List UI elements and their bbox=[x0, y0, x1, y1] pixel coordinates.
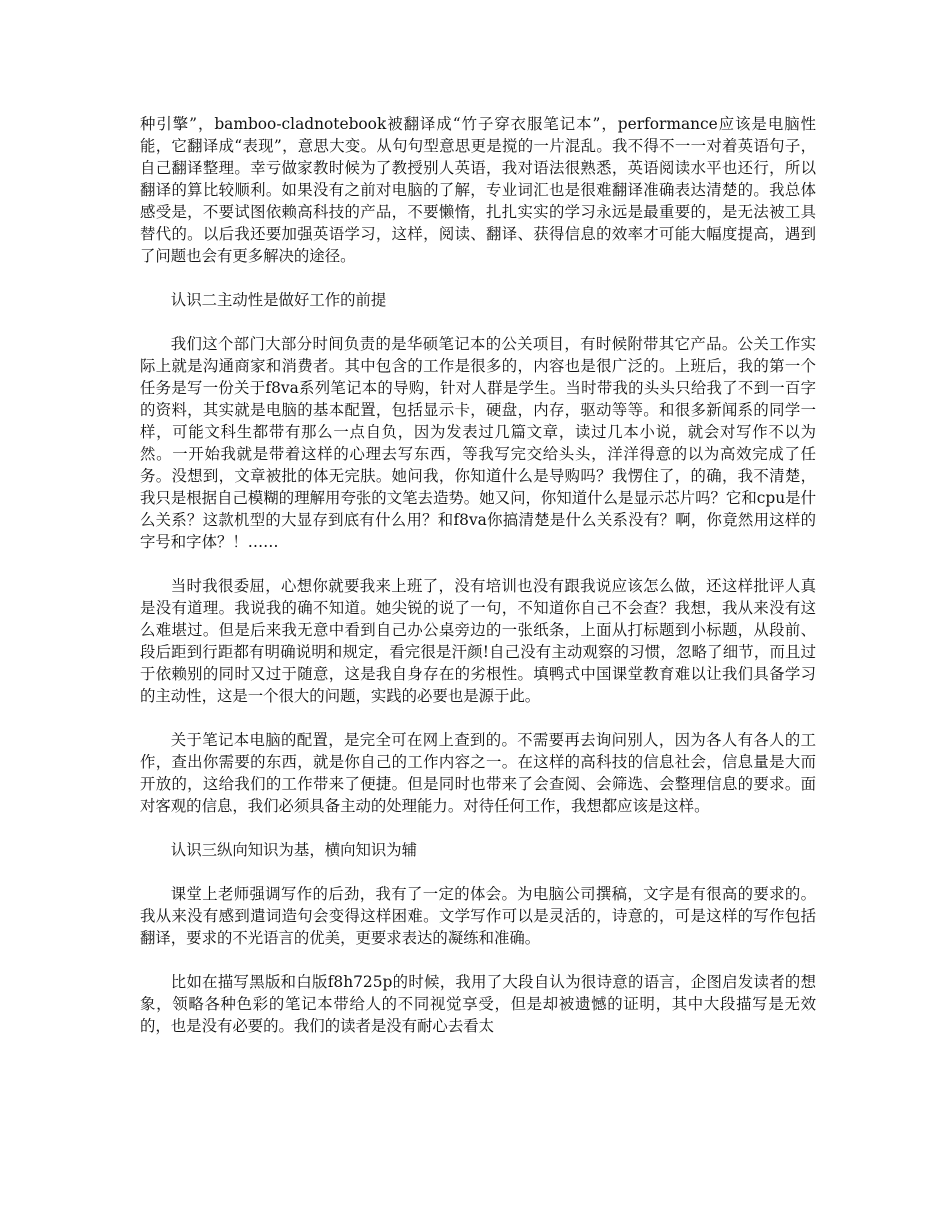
paragraph-f8h725p-example: 比如在描写黑版和白版f8h725p的时候，我用了大段自认为很诗意的语言，企图启发读者的想象，领略各种色彩的笔记本带给人的不同视觉享受，但是却被遗憾的证明，其中大段描写是无效的，也是没有必要的。我们的读者是没有耐心去看太 bbox=[140, 973, 816, 1035]
paragraph-pr-work: 我们这个部门大部分时间负责的是华硕笔记本的公关项目，有时候附带其它产品。公关工作实际上就是沟通商家和消费者。其中包含的工作是很多的，内容也是很广泛的。上班后，我的第一个任务是写一份关于f8va系列笔记本的导购，针对人群是学生。当时带我的头头只给我了不到一百字的资料，其实就是电脑的基本配置，包括显示卡，硬盘，内存，驱动等等。和很多新闻系的同学一样，可能文科生都带有那么一点自负，因为发表过几篇文章，读过几本小说，就会对写作不以为然。一开始我就是带着这样的心理去写东西，等我写完交给头头，洋洋得意的以为高效完成了任务。没想到，文章被批的体无完肤。她问我，你知道什么是导购吗？我愣住了，的确，我不清楚，我只是根据自己模糊的理解用夸张的文笔去造势。她又问，你知道什么是显示芯片吗？它和cpu是什么关系？这款机型的大显存到底有什么用？和f8va你搞清楚是什么关系没有？啊，你竟然用这样的字号和字体？！…… bbox=[140, 335, 816, 551]
paragraph-translation-experience: 种引擎”，bamboo-cladnotebook被翻译成“竹子穿衣服笔记本”，performance应该是电脑性能，它翻译成“表现”，意思大变。从句句型意思更是搅的一片混乱。我不得不一一对着英语句子，自己翻译整理。幸亏做家教时候为了教授别人英语，我对语法很熟悉，英语阅读水平也还行，所以翻译的算比较顺利。如果没有之前对电脑的了解，专业词汇也是很难翻译准确表达清楚的。我总体感受是，不要试图依赖高科技的产品，不要懒惰，扎扎实实的学习永远是最重要的，是无法被工具替代的。以后我还要加强英语学习，这样，阅读、翻译、获得信息的效率才可能大幅度提高，遇到了问题也会有更多解决的途径。 bbox=[140, 115, 816, 265]
paragraph-writing-stamina: 课堂上老师强调写作的后劲，我有了一定的体会。为电脑公司撰稿，文字是有很高的要求的。我从来没有感到遣词造句会变得这样困难。文学写作可以是灵活的，诗意的，可是这样的写作包括翻译，要求的不光语言的优美，更要求表达的凝练和准确。 bbox=[140, 885, 816, 947]
section-heading-knowledge: 认识三纵向知识为基，横向知识为辅 bbox=[170, 841, 418, 859]
paragraph-laptop-config: 关于笔记本电脑的配置，是完全可在网上查到的。不需要再去询问别人，因为各人有各人的工作，查出你需要的东西，就是你自己的工作内容之一。在这样的高科技的信息社会，信息量是大而开放的，这给我们的工作带来了便捷。但是同时也带来了会查阅、会筛选、会整理信息的要求。面对客观的信息，我们必须具备主动的处理能力。对待任何工作，我想都应该是这样。 bbox=[140, 731, 816, 815]
section-heading-initiative: 认识二主动性是做好工作的前提 bbox=[170, 291, 387, 309]
paragraph-criticism: 当时我很委屈，心想你就要我来上班了，没有培训也没有跟我说应该怎么做，还这样批评人真是没有道理。我说我的确不知道。她尖锐的说了一句，不知道你自己不会查？我想，我从来没有这么难堪过。但是后来我无意中看到自己办公桌旁边的一张纸条，上面从打标题到小标题，从段前、段后距到行距都有明确说明和规定，看完很是汗颜!自己没有主动观察的习惯，忽略了细节，而且过于依赖别的同时又过于随意，这是我自身存在的劣根性。填鸭式中国课堂教育难以让我们具备学习的主动性，这是一个很大的问题，实践的必要也是源于此。 bbox=[140, 577, 816, 705]
document-page bbox=[140, 113, 816, 1059]
